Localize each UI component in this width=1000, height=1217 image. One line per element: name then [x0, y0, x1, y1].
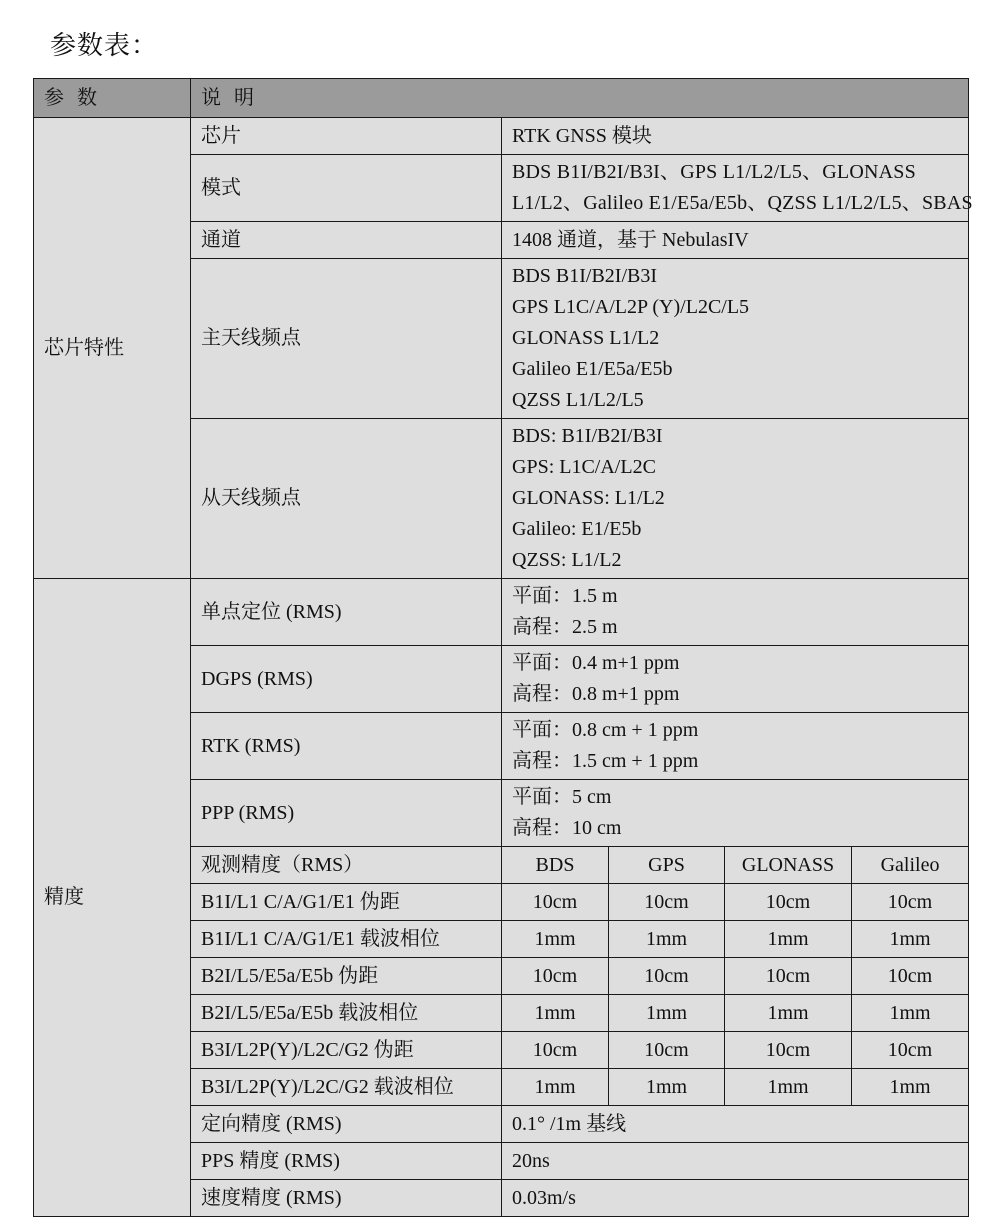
row-value	[502, 579, 969, 646]
cell-value: 10cm	[609, 884, 725, 921]
cell-value: 1mm	[725, 921, 852, 958]
cell-value: 10cm	[852, 884, 969, 921]
section-label-chip: 芯片特性	[34, 118, 191, 579]
row-label: 速度精度 (RMS)	[191, 1180, 502, 1217]
row-label: 观测精度（RMS）	[191, 847, 502, 884]
cell-value: 1mm	[725, 1069, 852, 1106]
column-header: BDS	[502, 847, 609, 884]
cell-value: 1mm	[502, 995, 609, 1032]
value-line: 高程：10 cm	[512, 817, 622, 839]
value-line: Galileo: E1/E5b	[512, 518, 642, 540]
row-label: 模式	[191, 155, 502, 222]
row-value: 20ns	[502, 1143, 969, 1180]
value-line: GLONASS: L1/L2	[512, 487, 665, 509]
cell-value: 10cm	[852, 1032, 969, 1069]
row-label: B1I/L1 C/A/G1/E1 载波相位	[191, 921, 502, 958]
table-header-row	[34, 79, 969, 118]
cell-value: 10cm	[725, 1032, 852, 1069]
row-label: PPS 精度 (RMS)	[191, 1143, 502, 1180]
row-label: 主天线频点	[191, 259, 502, 419]
column-header: Galileo	[852, 847, 969, 884]
cell-value: 1mm	[502, 921, 609, 958]
section-label-precision: 精度	[34, 579, 191, 1217]
row-label: 从天线频点	[191, 419, 502, 579]
value-line: 高程：1.5 cm + 1 ppm	[512, 750, 699, 772]
cell-value: 1mm	[852, 995, 969, 1032]
cell-value: 1mm	[609, 921, 725, 958]
row-value: 0.1° /1m 基线	[502, 1106, 969, 1143]
row-value	[502, 259, 969, 419]
row-value	[502, 419, 969, 579]
value-line: QZSS L1/L2/L5	[512, 389, 644, 411]
cell-value: 10cm	[502, 884, 609, 921]
value-line: Galileo E1/E5a/E5b	[512, 358, 673, 380]
page-title: 参数表：	[50, 31, 159, 60]
row-value	[502, 713, 969, 780]
row-label: 通道	[191, 222, 502, 259]
spec-table	[33, 78, 973, 1217]
row-value: 1408 通道，基于 NebulasIV	[502, 222, 969, 259]
row-value	[502, 155, 973, 222]
value-line: 平面：0.8 cm + 1 ppm	[512, 719, 699, 741]
header-param: 参 数	[34, 79, 191, 118]
row-label: B3I/L2P(Y)/L2C/G2 载波相位	[191, 1069, 502, 1106]
row-label: PPP (RMS)	[191, 780, 502, 847]
value-line: BDS: B1I/B2I/B3I	[512, 425, 663, 447]
row-value	[502, 646, 969, 713]
cell-value: 10cm	[725, 884, 852, 921]
column-header: GLONASS	[725, 847, 852, 884]
value-line: BDS B1I/B2I/B3I	[512, 265, 658, 287]
cell-value: 10cm	[502, 1032, 609, 1069]
row-label: B1I/L1 C/A/G1/E1 伪距	[191, 884, 502, 921]
row-label: 单点定位 (RMS)	[191, 579, 502, 646]
value-line: 高程：0.8 m+1 ppm	[512, 683, 680, 705]
cell-value: 1mm	[725, 995, 852, 1032]
row-label: B2I/L5/E5a/E5b 载波相位	[191, 995, 502, 1032]
header-desc: 说 明	[191, 79, 969, 118]
value-line: GPS: L1C/A/L2C	[512, 456, 656, 478]
row-label: 定向精度 (RMS)	[191, 1106, 502, 1143]
value-line: 平面：5 cm	[512, 786, 612, 808]
table-row	[34, 118, 969, 155]
table-row	[34, 579, 969, 646]
row-label: 芯片	[191, 118, 502, 155]
cell-value: 1mm	[609, 1069, 725, 1106]
row-label: DGPS (RMS)	[191, 646, 502, 713]
value-line: QZSS: L1/L2	[512, 549, 622, 571]
cell-value: 10cm	[609, 1032, 725, 1069]
row-label: B3I/L2P(Y)/L2C/G2 伪距	[191, 1032, 502, 1069]
value-line: L1/L2、Galileo E1/E5a/E5b、QZSS L1/L2/L5、SBAS	[512, 192, 973, 214]
cell-value: 1mm	[502, 1069, 609, 1106]
cell-value: 10cm	[502, 958, 609, 995]
value-line: BDS B1I/B2I/B3I、GPS L1/L2/L5、GLONASS	[512, 161, 916, 183]
cell-value: 10cm	[725, 958, 852, 995]
cell-value: 1mm	[609, 995, 725, 1032]
row-label: RTK (RMS)	[191, 713, 502, 780]
column-header: GPS	[609, 847, 725, 884]
cell-value: 10cm	[852, 958, 969, 995]
row-label: B2I/L5/E5a/E5b 伪距	[191, 958, 502, 995]
cell-value: 1mm	[852, 1069, 969, 1106]
row-value: 0.03m/s	[502, 1180, 969, 1217]
row-value	[502, 780, 969, 847]
value-line: 平面：1.5 m	[512, 585, 618, 607]
value-line: GLONASS L1/L2	[512, 327, 660, 349]
cell-value: 1mm	[852, 921, 969, 958]
cell-value: 10cm	[609, 958, 725, 995]
row-value: RTK GNSS 模块	[502, 118, 969, 155]
value-line: GPS L1C/A/L2P (Y)/L2C/L5	[512, 296, 750, 318]
value-line: 高程：2.5 m	[512, 616, 618, 638]
value-line: 平面：0.4 m+1 ppm	[512, 652, 680, 674]
